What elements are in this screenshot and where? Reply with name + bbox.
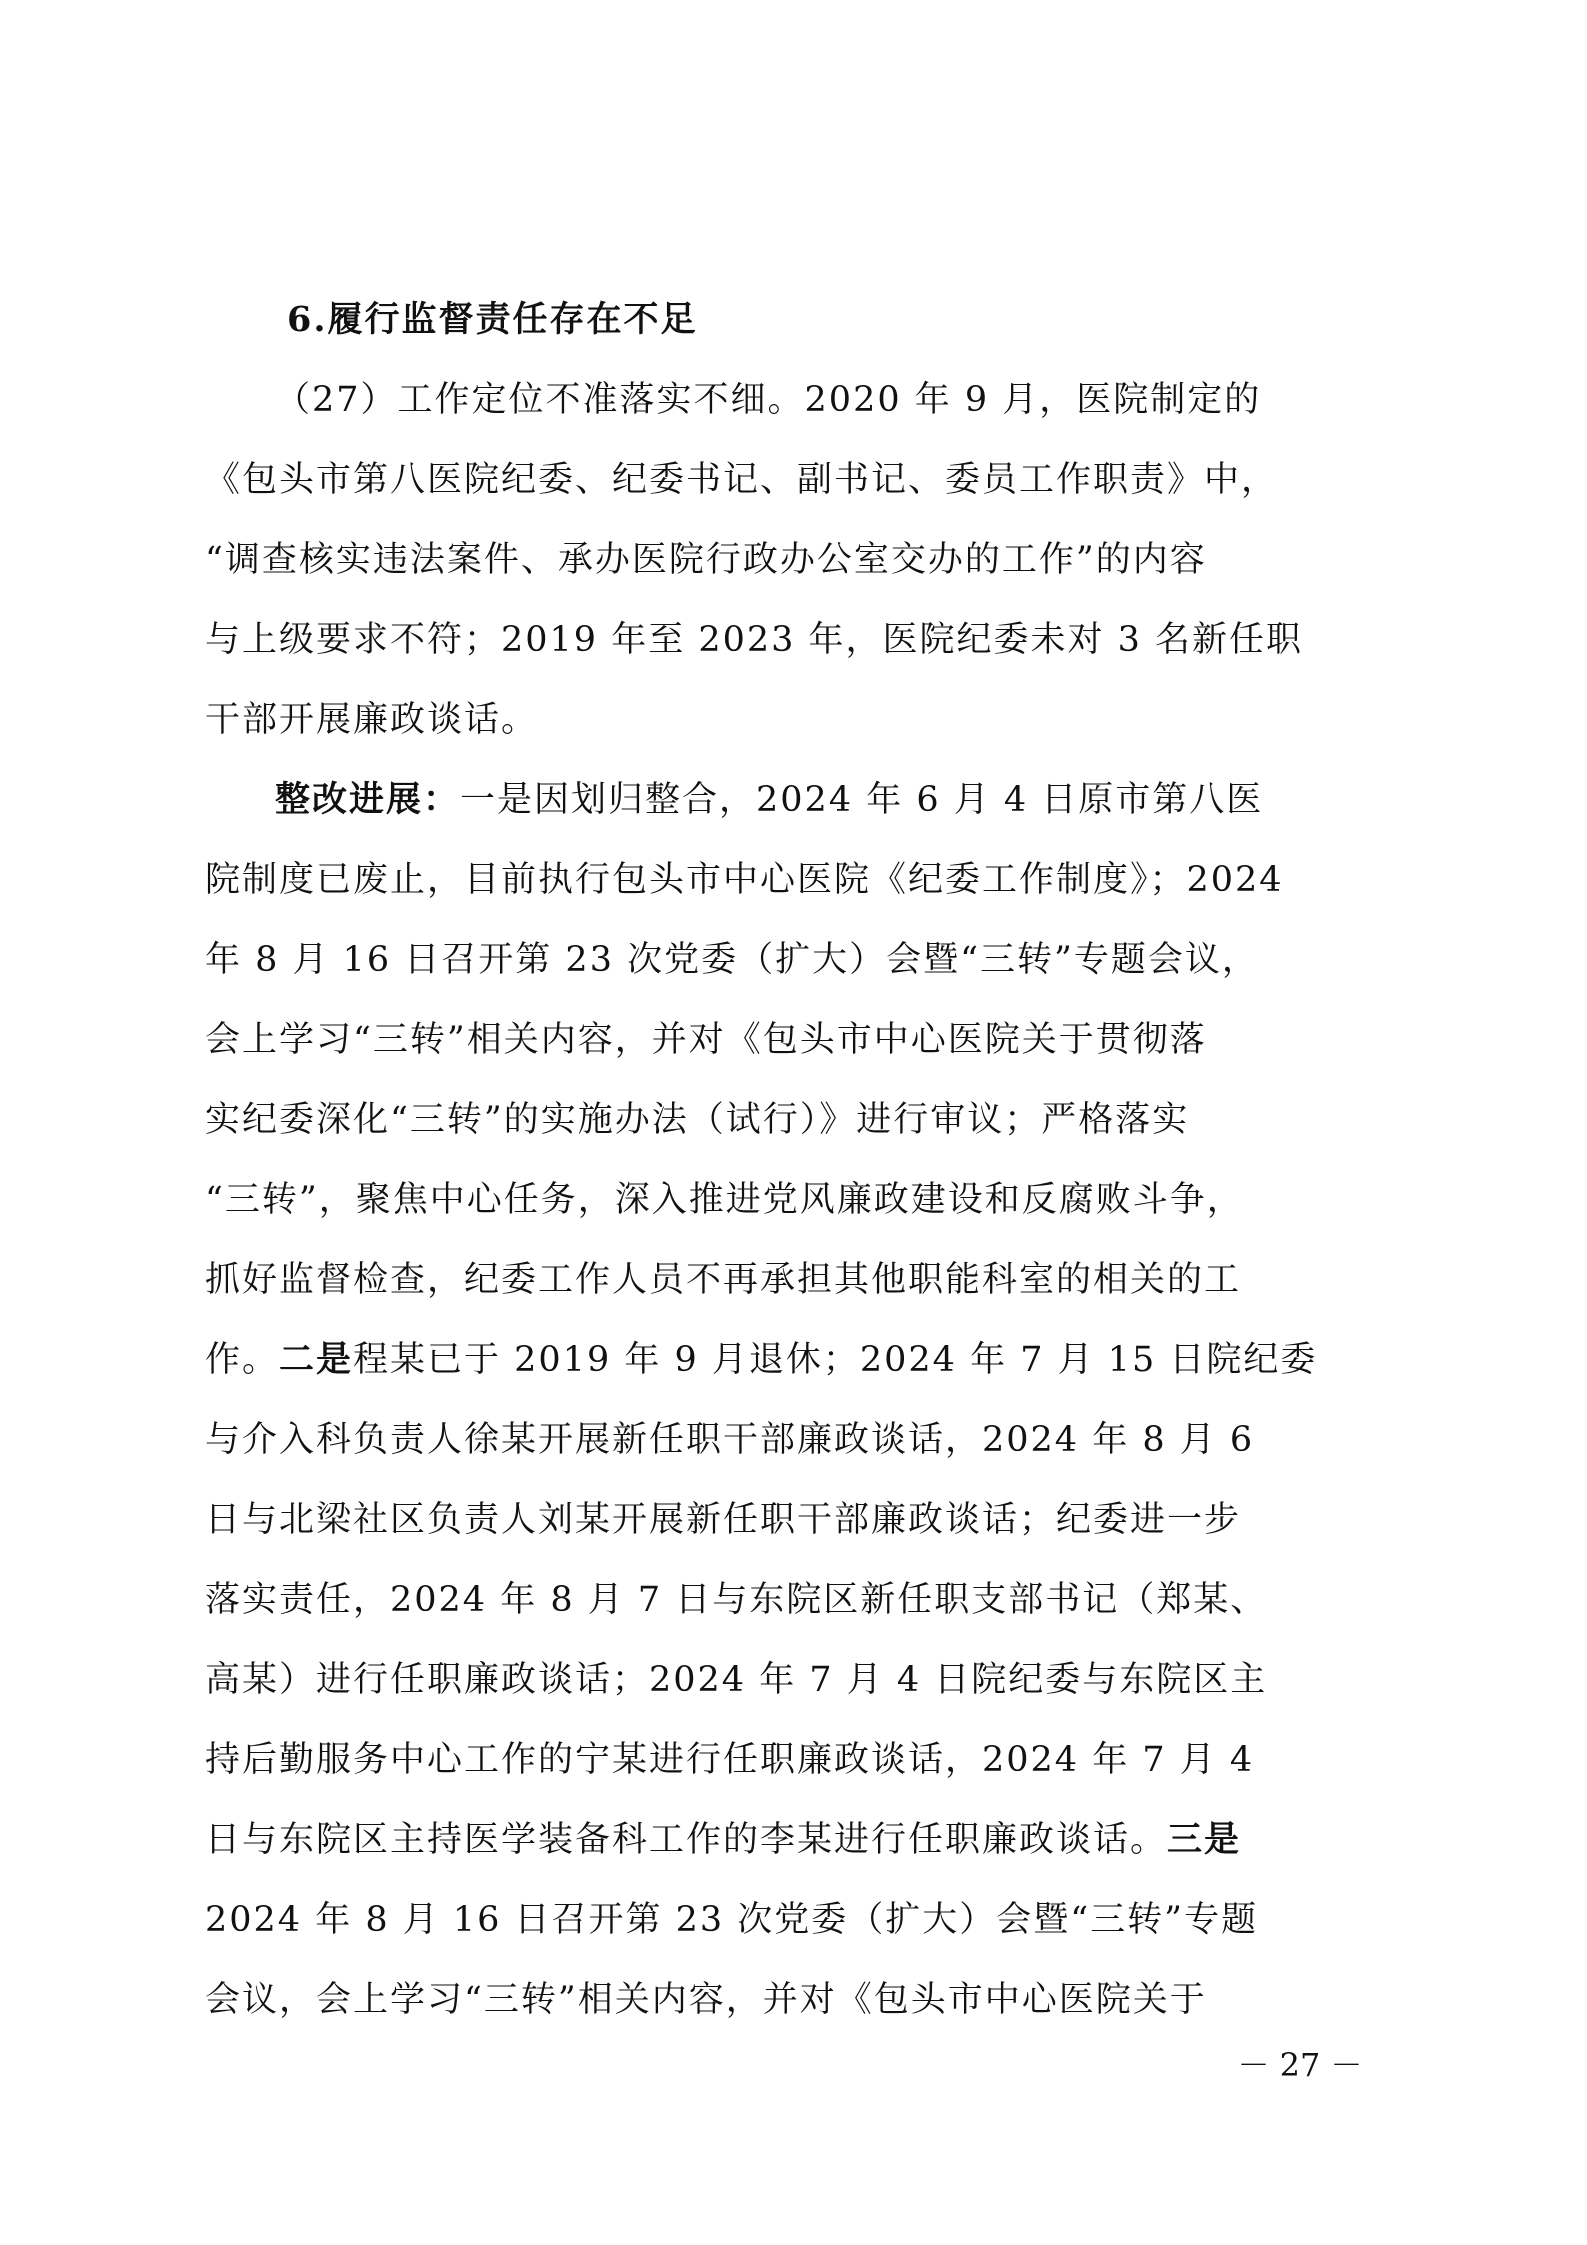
paragraph-line: 抓好监督检查，纪委工作人员不再承担其他职能科室的相关的工 <box>205 1260 1242 1300</box>
item-label-three: 三是 <box>1167 1819 1242 1860</box>
paragraph-text: 作。 <box>205 1340 280 1380</box>
paragraph-line: 高某）进行任职廉政谈话；2024 年 7 月 4 日院纪委与东院区主 <box>205 1660 1268 1700</box>
paragraph-text: 日与东院区主持医学装备科工作的李某进行任职廉政谈话。 <box>205 1820 1168 1860</box>
paragraph-line: （27）工作定位不准落实不细。2020 年 9 月，医院制定的 <box>275 380 1262 420</box>
body-text <box>205 280 1385 2040</box>
paragraph-line <box>205 1800 1385 1880</box>
paragraph-line: 持后勤服务中心工作的宁某进行任职廉政谈话，2024 年 7 月 4 <box>205 1740 1255 1780</box>
paragraph-line: 《包头市第八医院纪委、纪委书记、副书记、委员工作职责》中， <box>205 460 1279 500</box>
paragraph-text: 一是因划归整合，2024 年 6 月 4 日原市第八医 <box>460 780 1264 820</box>
paragraph-line <box>205 760 1385 840</box>
paragraph-line: “三转”，聚焦中心任务，深入推进党风廉政建设和反腐败斗争， <box>205 1180 1244 1220</box>
paragraph-line: 年 8 月 16 日召开第 23 次党委（扩大）会暨“三转”专题会议， <box>205 940 1259 980</box>
paragraph-line: 会议，会上学习“三转”相关内容，并对《包头市中心医院关于 <box>205 1980 1207 2020</box>
item-label-two: 二是 <box>279 1339 354 1380</box>
paragraph-line: 干部开展廉政谈话。 <box>205 700 539 740</box>
paragraph-line: 日与北梁社区负责人刘某开展新任职干部廉政谈话；纪委进一步 <box>205 1500 1242 1540</box>
paragraph-line: 与介入科负责人徐某开展新任职干部廉政谈话，2024 年 8 月 6 <box>205 1420 1255 1460</box>
progress-label: 整改进展： <box>275 779 461 820</box>
paragraph-line: 2024 年 8 月 16 日召开第 23 次党委（扩大）会暨“三转”专题 <box>205 1900 1259 1940</box>
paragraph-line: 实纪委深化“三转”的实施办法（试行）》进行审议；严格落实 <box>205 1100 1190 1140</box>
section-heading: 6.履行监督责任存在不足 <box>287 299 698 340</box>
paragraph-line <box>205 1320 1385 1400</box>
paragraph-line: 与上级要求不符；2019 年至 2023 年，医院纪委未对 3 名新任职 <box>205 620 1304 660</box>
page-number: － 27 － <box>1237 2046 1363 2084</box>
paragraph-line: 会上学习“三转”相关内容，并对《包头市中心医院关于贯彻落 <box>205 1020 1207 1060</box>
paragraph-line: 院制度已废止，目前执行包头市中心医院《纪委工作制度》；2024 <box>205 860 1284 900</box>
paragraph-text: 程某已于 2019 年 9 月退休；2024 年 7 月 15 日院纪委 <box>353 1340 1318 1380</box>
paragraph-line: 落实责任，2024 年 8 月 7 日与东院区新任职支部书记（郑某、 <box>205 1580 1268 1620</box>
paragraph-line: “调查核实违法案件、承办医院行政办公室交办的工作”的内容 <box>205 540 1207 580</box>
